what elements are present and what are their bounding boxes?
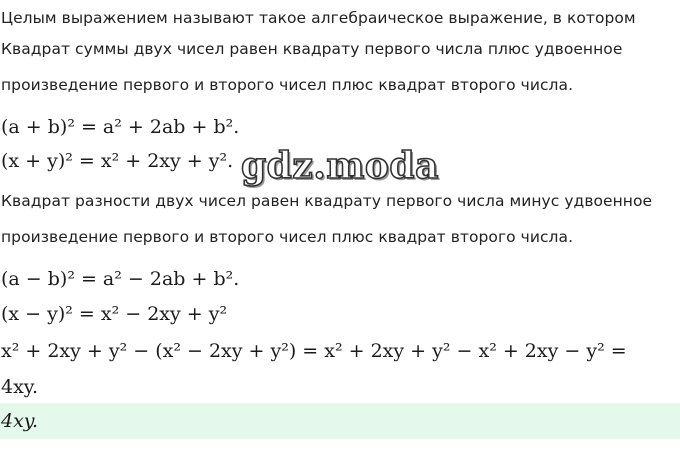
math-sum-square-ab: (a + b)² = a² + 2ab + b².	[1, 116, 240, 138]
math-expansion: x² + 2xy + y² − (x² − 2xy + y²) = x² + 2xy + y² − x² + 2xy − y² =	[1, 340, 627, 362]
text-line-diff-rule: Квадрат разности двух чисел равен квадрату первого числа минус удвоенное	[1, 192, 653, 210]
math-result: 4xy.	[1, 376, 39, 398]
text-line-sum-rule: Квадрат суммы двух чисел равен квадрату первого числа плюс удвоенное	[1, 40, 623, 58]
answer-box	[0, 403, 680, 439]
math-diff-square-xy: (x − y)² = x² − 2xy + y²	[1, 303, 228, 325]
math-diff-square-ab: (a − b)² = a² − 2ab + b².	[1, 268, 240, 290]
answer-text: 4xy.	[1, 410, 39, 432]
watermark-logo: gdz.moda	[241, 145, 439, 187]
text-line-intro: Целым выражением называют такое алгебраическое выражение, в котором	[1, 9, 636, 27]
text-line-sum-rule-cont: произведение первого и второго чисел плюс квадрат второго числа.	[1, 76, 574, 94]
math-sum-square-xy: (x + y)² = x² + 2xy + y².	[1, 150, 234, 172]
text-line-diff-rule-cont: произведение первого и второго чисел плюс квадрат второго числа.	[1, 228, 574, 246]
